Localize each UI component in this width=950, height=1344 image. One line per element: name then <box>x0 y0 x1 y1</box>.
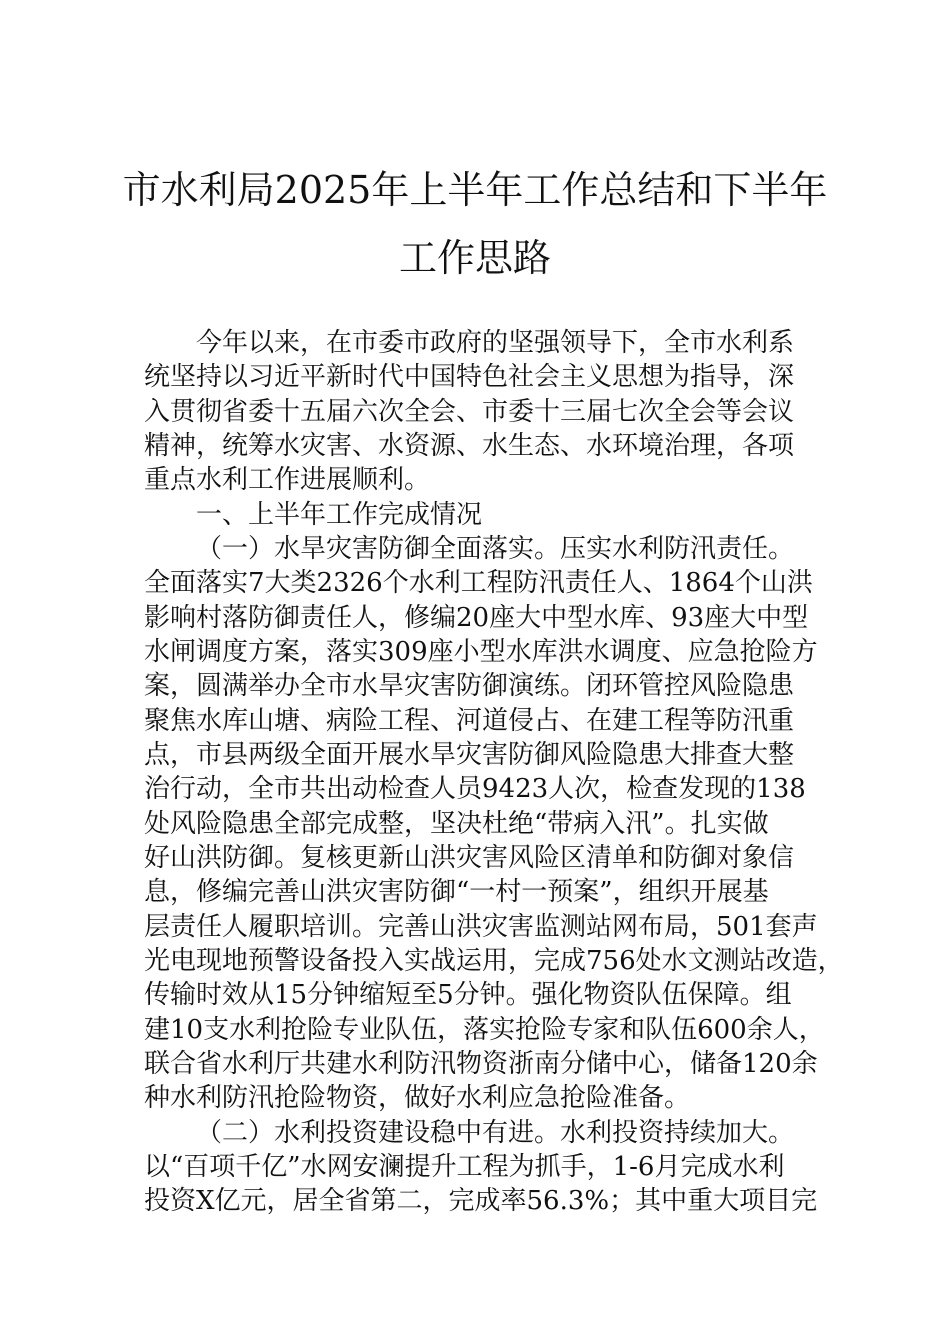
body-line: 聚焦水库山塘、病险工程、河道侵占、在建工程等防汛重 <box>144 705 795 736</box>
body-line: 联合省水利厅共建水利防汛物资浙南分储中心，储备120余 <box>144 1048 818 1079</box>
document-body <box>144 326 844 1219</box>
body-line: 重点水利工作进展顺利。 <box>144 465 431 496</box>
body-line: 入贯彻省委十五届六次全会、市委十三届七次全会等会议 <box>144 396 795 427</box>
body-line: 治行动，全市共出动检查人员9423人次，检查发现的138 <box>144 774 806 805</box>
document-title-line-1: 市水利局2025年上半年工作总结和下半年 <box>122 168 828 212</box>
body-line: 好山洪防御。复核更新山洪灾害风险区清单和防御对象信 <box>144 842 795 873</box>
body-line: 水闸调度方案，落实309座小型水库洪水调度、应急抢险方 <box>144 636 818 667</box>
body-line: 统坚持以习近平新时代中国特色社会主义思想为指导，深 <box>144 362 795 393</box>
body-line: 建10支水利抢险专业队伍，落实抢险专家和队伍600余人， <box>144 1014 825 1045</box>
body-line: （一）水旱灾害防御全面落实。压实水利防汛责任。 <box>196 533 795 564</box>
body-line: 投资X亿元，居全省第二，完成率56.3%；其中重大项目完 <box>144 1186 818 1217</box>
body-line: 影响村落防御责任人，修编20座大中型水库、93座大中型 <box>144 602 809 633</box>
body-line: 精神，统筹水灾害、水资源、水生态、水环境治理，各项 <box>144 430 795 461</box>
body-line: 层责任人履职培训。完善山洪灾害监测站网布局，501套声 <box>144 911 818 942</box>
body-line: 以“百项千亿”水网安澜提升工程为抓手，1-6月完成水利 <box>144 1151 785 1182</box>
body-line: 案，圆满举办全市水旱灾害防御演练。闭环管控风险隐患 <box>144 671 795 702</box>
body-line: 处风险隐患全部完成整，坚决杜绝“带病入汛”。扎实做 <box>144 808 769 839</box>
body-line: 光电现地预警设备投入实战运用，完成756处水文测站改造， <box>144 945 844 976</box>
body-line: 一、上半年工作完成情况 <box>196 499 483 530</box>
body-line: （二）水利投资建设稳中有进。水利投资持续加大。 <box>196 1117 795 1148</box>
body-line: 传输时效从15分钟缩短至5分钟。强化物资队伍保障。组 <box>144 980 792 1011</box>
body-line: 今年以来，在市委市政府的坚强领导下，全市水利系 <box>196 328 795 358</box>
body-line: 息，修编完善山洪灾害防御“一村一预案”，组织开展基 <box>144 877 769 908</box>
body-line: 全面落实7大类2326个水利工程防汛责任人、1864个山洪 <box>144 568 813 599</box>
body-line: 种水利防汛抢险物资，做好水利应急抢险准备。 <box>144 1083 691 1114</box>
document-title-line-2: 工作思路 <box>398 236 551 280</box>
body-line: 点，市县两级全面开展水旱灾害防御风险隐患大排查大整 <box>144 739 795 770</box>
